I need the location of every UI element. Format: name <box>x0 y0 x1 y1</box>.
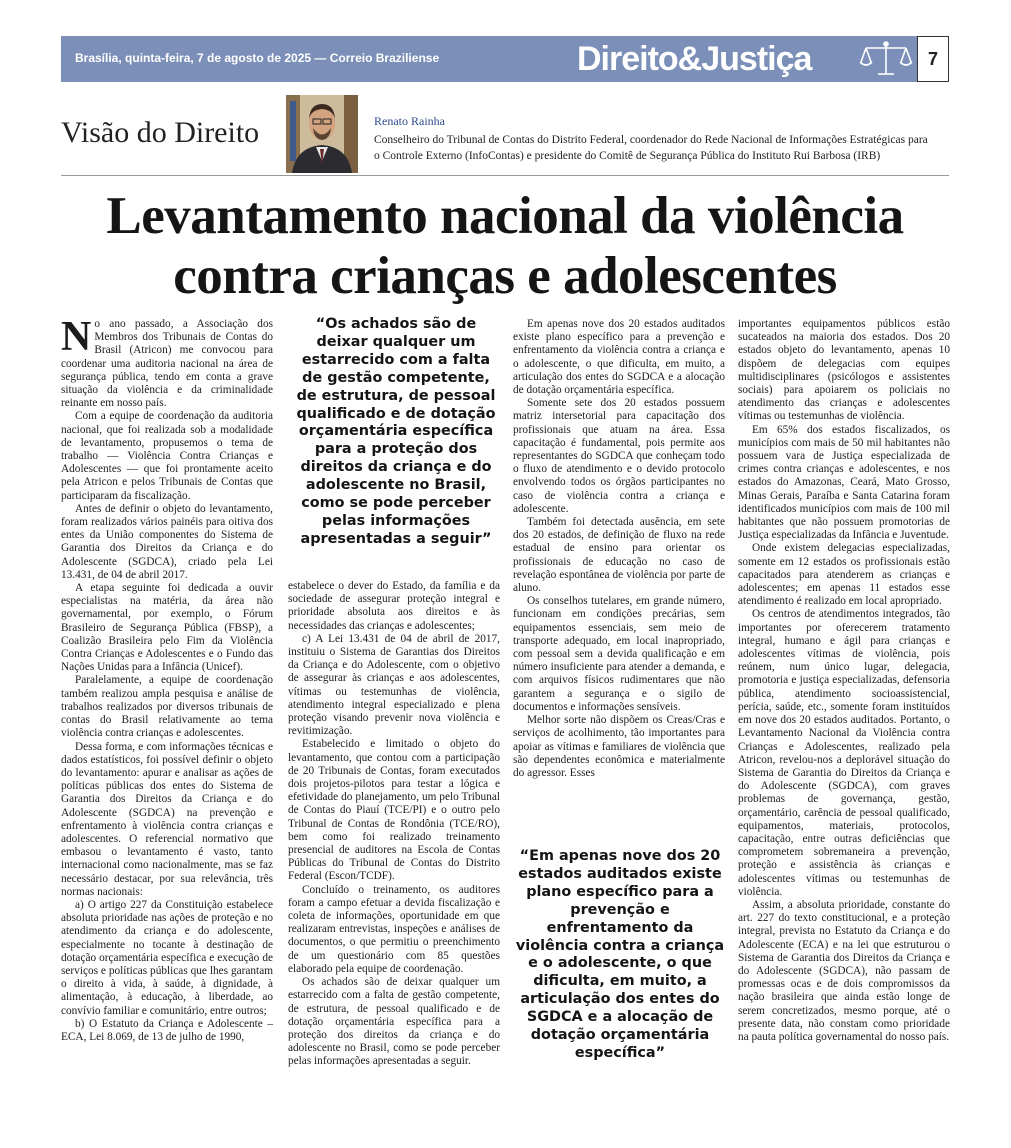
author-name: Renato Rainha <box>374 114 445 128</box>
pull-quote-1: “Os achados são de deixar qualquer um estarrecido com a falta de gestão competente, de estrutura, de pessoal qualificado e de dotação orçamentária específica para a proteção dos direitos da criança e do adolescente no Brasil, como se pode perceber pelas informações apresentadas a seguir” <box>296 316 496 547</box>
article-paragraph: Melhor sorte não dispõem os Creas/Cras e serviços de acolhimento, tão importantes para apoiar as vítimas e familiares de violência que são dependentes econômica e materialmente do agressor. Esses <box>513 714 725 779</box>
article-headline: Levantamento nacional da violência contra crianças e adolescentes <box>106 187 904 305</box>
section-brand: Direito&Justiça <box>577 40 812 78</box>
page-number-box <box>917 36 949 82</box>
article-paragraph: Em 65% dos estados fiscalizados, os municípios com mais de 50 mil habitantes não possuem vara de Justiça especializada de crimes contra crianças e adolescentes, e nos estados do Amazonas, Ceará, Mato Grosso, Minas Gerais, Paraíba e Santa Catarina foram identificados municípios com mais de 100 mil habitantes que não possuem promotorias de Justiça especializadas da Infância e Juventude. <box>738 423 950 542</box>
article-paragraph: estabelece o dever do Estado, da família e da sociedade de assegurar proteção integral e prioridade absoluta aos direitos e às necessidades das crianças e adolescentes; <box>288 580 500 632</box>
article-paragraph: A etapa seguinte foi dedicada a ouvir especialistas na matéria, da área não governamental, por exemplo, o Fórum Brasileiro de Segurança Pública (FBSP), a Coalizão Brasileira pelo Fim da Violência Contra Crianças e Adolescentes e o Fundo das Nações Unidas para a Infância (Unicef). <box>61 582 273 674</box>
article-paragraph: b) O Estatuto da Criança e Adolescente – ECA, Lei 8.069, de 13 de julho de 1990, <box>61 1017 273 1043</box>
article-paragraph: Paralelamente, a equipe de coordenação também realizou ampla pesquisa e análise de trabalhos realizados por diversos tribunais de contas do Brasil relativamente ao tema violência contra crianças e adolescentes. <box>61 674 273 740</box>
drop-cap: N <box>61 314 92 360</box>
article-paragraph: Os conselhos tutelares, em grande número, funcionam em condições precárias, sem equipamentos essenciais, sem meio de transporte adequado, em local inapropriado, com pessoal sem a devida qualificação e em número insuficiente para atender a demanda, e com arquivos físicos rudimentares que não garantem a segurança e o sigilo de documentos e informações sensíveis. <box>513 595 725 713</box>
article-paragraph: Com a equipe de coordenação da auditoria nacional, que foi realizada sob a modalidade de levantamento, propusemos o tema de trabalho — Violência Contra Crianças e Adolescentes — que foi prontamente aceito pela Atricon e pelos Tribunais de Contas que participaram da fiscalização. <box>61 410 273 502</box>
page-number: 7 <box>927 49 938 69</box>
article-paragraph: Também foi detectada ausência, em sete dos 20 estados, de definição de fluxo na rede estadual de ensino para orientar os profissionais de educação no caso de revelação espontânea de violência por parte de aluno. <box>513 516 725 595</box>
article-paragraph: Concluído o treinamento, os auditores foram a campo efetuar a devida fiscalização e coleta de informações, oportunidade em que realizaram entrevistas, inspeções e análises de documentos, o que permitiu o preenchimento de um questionário com 85 questões elaborado pela equipe de coordenação. <box>288 883 500 975</box>
article-column-4 <box>738 318 950 1044</box>
article-paragraph: No ano passado, a Associação dos Membros dos Tribunais de Contas do Brasil (Atricon) me convocou para coordenar uma auditoria nacional na área de segurança pública, tendo em conta a grave situação da violência e da criminalidade reinante em nosso país. <box>61 314 273 410</box>
article-paragraph: Em apenas nove dos 20 estados auditados existe plano específico para a prevenção e enfrentamento da violência contra a criança e o adolescente, o que dificulta, em muito, a articulação dos entes do SGDCA e a alocação de dotação orçamentária específica. <box>513 318 725 397</box>
author-bio: Conselheiro do Tribunal de Contas do Distrito Federal, coordenador do Rede Nacional de Informações Estratégicas para o Controle Externo (InfoContas) e presidente do Comitê de Segurança Pública do Instituto Rui Barbosa (IRB) <box>374 134 928 162</box>
article-paragraph: importantes equipamentos públicos estão sucateados na maioria dos estados. Dos 20 estados objeto do levantamento, apenas 10 dispõem de delegacias com equipes multidisciplinares (psicólogos e assistentes sociais) para apoiarem os policiais no atendimento das crianças e adolescentes vítimas ou testemunhas de violência. <box>738 318 950 423</box>
article-paragraph: c) A Lei 13.431 de 04 de abril de 2017, instituiu o Sistema de Garantias dos Direitos da Criança e do Adolescente, com o objetivo de assegurar às crianças e aos adolescentes, vítimas ou testemunhas de violência, atendimento integral especializado e plena proteção visando prevenir nova violência e revitimização. <box>288 632 500 738</box>
article-paragraph: Onde existem delegacias especializadas, somente em 12 estados os profissionais estão capacitados para atenderem as crianças e adolescentes; em apenas 11 estados esse atendimento é realizado em local apropriado. <box>738 542 950 608</box>
dateline: Brasília, quinta-feira, 7 de agosto de 2025 — Correio Braziliense <box>75 51 440 65</box>
article-paragraph: a) O artigo 227 da Constituição estabelece absoluta prioridade nas ações de proteção e no atendimento da criança e do adolescente, especialmente no tocante à destinação de dotação orçamentária específica e execução de serviços e políticas públicas que lhes garantam o direito à vida, à saúde, à dignidade, à alimentação, à educação, à liberdade, ao convívio familiar e comunitário, entre outros; <box>61 898 273 1017</box>
column-section-title: Visão do Direito <box>61 116 260 149</box>
article-paragraph: Somente sete dos 20 estados possuem matriz intersetorial para capacitação dos profissionais que atuam na área. Essa capacitação é fundamental, pois permite aos representantes do SGDCA que conheçam todo o fluxo de atendimento e o devido protocolo envolvendo todos os órgãos participantes no caso de violência contra a criança e adolescente. <box>513 397 725 515</box>
article-paragraph: Antes de definir o objeto do levantamento, foram realizados vários painéis para oitiva dos entes da União componentes do Sistema de Garantia dos Direitos da Criança e do Adolescente (SGDCA), criado pela Lei 13.431, de 04 de abril 2017. <box>61 502 273 581</box>
article-paragraph: Os achados são de deixar qualquer um estarrecido com a falta de gestão competente, de estrutura, de pessoal qualificado e de dotação orçamentária específica para a proteção dos direitos da criança e do adolescente no Brasil, como se pode perceber pelas informações apresentadas a seguir. <box>288 976 500 1068</box>
article-paragraph: Os centros de atendimentos integrados, tão importantes por oferecerem tratamento integral, humano e ágil para crianças e adolescentes vítimas de violência, pois reúnem, num único lugar, delegacia, promotoria e justiça especializadas, defensoria pública, atendimento socioassistencial, perícia, saúde, etc., somente foram instituídos em nove dos 20 estados auditados. Portanto, o Levantamento Nacional da Violência contra Crianças e Adolescentes, realizado pela Atricon, revelou-nos a deplorável situação do Sistema de Garantia do Direitos da Criança e do Adolescente (SGDCA), com graves problemas de governança, gestão, orçamentário, carência de pessoal qualificado, equipamentos, materiais, protocolos, capacitação, entre outras deficiências que comprometem sobremaneira a prevenção, proteção e assistência às crianças e adolescentes vítimas ou testemunhas de violência. <box>738 608 950 898</box>
article-paragraph: Dessa forma, e com informações técnicas e dados estatísticos, foi possível definir o objeto do levantamento: apurar e analisar as ações de políticas públicas dos entes do Sistema de Garantia dos Direitos da Criança e do Adolescente (SGDCA) na prevenção e enfrentamento à violência contra crianças e adolescentes. O referencial normativo que embasou o levantamento é vasto, tanto internacional como nacionalmente, mas se faz necessário destacar, por sua relevância, três normas nacionais: <box>61 740 273 898</box>
article-paragraph: Estabelecido e limitado o objeto do levantamento, que contou com a participação de 20 Tribunais de Contas, foram executados dois projetos-pilotos para testar a lógica e efetividade do planejamento, um pelo Tribunal de Contas do Piauí (TCE/PI) e o outro pelo Tribunal de Contas de Rondônia (TCE/RO), bem como foi realizado treinamento presencial de auditores na Escola de Contas Públicas do Tribunal de Contas do Distrito Federal (Escon/TCDF). <box>288 738 500 883</box>
header-divider <box>61 175 949 176</box>
article-paragraph: Assim, a absoluta prioridade, constante do art. 227 do texto constitucional, e a proteção integral, prevista no Estatuto da Criança e do Adolescente (ECA) e na lei que estruturou o Sistema de Garantia dos Direitos da Criança e do Adolescente (SGDCA), não passam de promessas ocas e de dois compromissos da nação brasileira que ainda estão longe de serem concretizados, mesmo porque, até o presente data, não constam como prioridade na pauta política governamental do nosso país. <box>738 898 950 1043</box>
article-column-2 <box>288 580 500 1069</box>
masthead-bar <box>61 36 949 82</box>
author-photo <box>286 95 358 173</box>
article-column-1 <box>61 314 273 1044</box>
balance-scales-icon <box>858 40 914 78</box>
pull-quote-2: “Em apenas nove dos 20 estados auditados existe plano específico para a prevenção e enfrentamento da violência contra a criança e o adolescente, o que dificulta, em muito, a articulação dos entes do SGDCA e a alocação de dotação orçamentária específica” <box>515 848 725 1061</box>
article-column-3 <box>513 318 725 780</box>
